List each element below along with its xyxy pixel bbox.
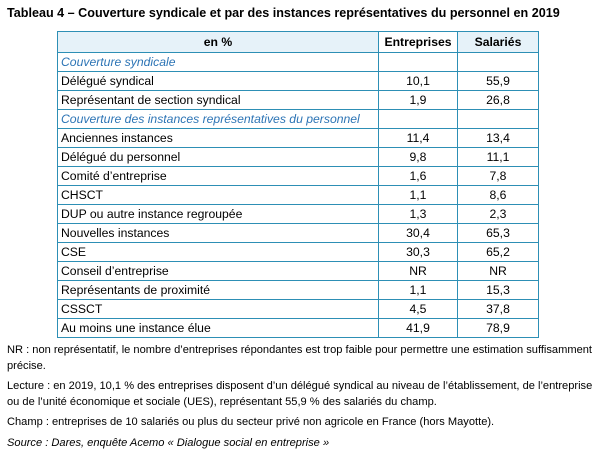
table-row [58,91,539,110]
row-label: CSSCT [58,300,379,319]
table-notes [7,343,597,456]
salaries-value: 15,3 [458,281,539,300]
table-row [58,186,539,205]
salaries-value: 7,8 [458,167,539,186]
entreprises-value: 1,9 [379,91,458,110]
salaries-value: 11,1 [458,148,539,167]
entreprises-value: 1,6 [379,167,458,186]
section-label: Couverture syndicale [58,53,379,72]
section-label: Couverture des instances représentatives du personnel [58,110,379,129]
row-label: Représentant de section syndical [58,91,379,110]
entreprises-value: 1,1 [379,186,458,205]
table-row [58,319,539,338]
nr-note: NR : non représentatif, le nombre d’entreprises répondantes est trop faible pour permettre une estimation suffisamment précise. [7,344,592,372]
row-label: CHSCT [58,186,379,205]
table-title: Tableau 4 – Couverture syndicale et par des instances représentatives du personnel en 2019 [7,6,560,20]
salaries-value: 78,9 [458,319,539,338]
data-table [57,31,539,338]
row-label: CSE [58,243,379,262]
entreprises-value: 4,5 [379,300,458,319]
row-label: Au moins une instance élue [58,319,379,338]
header-entreprises: Entreprises [379,32,458,53]
entreprises-value: 1,1 [379,281,458,300]
table-cell [458,53,539,72]
table-row [58,243,539,262]
salaries-value: 55,9 [458,72,539,91]
salaries-value: 26,8 [458,91,539,110]
entreprises-value: 30,3 [379,243,458,262]
entreprises-value: 9,8 [379,148,458,167]
entreprises-value: 30,4 [379,224,458,243]
section-row [58,53,539,72]
salaries-value: 65,2 [458,243,539,262]
entreprises-value: 1,3 [379,205,458,224]
table-row [58,300,539,319]
row-label: Délégué du personnel [58,148,379,167]
table-row [58,205,539,224]
section-row [58,110,539,129]
entreprises-value: 41,9 [379,319,458,338]
table-row [58,167,539,186]
header-unit: en % [58,32,379,53]
header-salaries: Salariés [458,32,539,53]
row-label: Délégué syndical [58,72,379,91]
table-row [58,262,539,281]
table-cell [379,110,458,129]
row-label: Conseil d’entreprise [58,262,379,281]
lecture-note: Lecture : en 2019, 10,1 % des entreprises disposent d’un délégué syndical au niveau de l’établissement, de l’entreprise ou de l’unité économique et sociale (UES), représentant 55,9 % des salariés du champ. [7,380,593,408]
table-row [58,148,539,167]
table-cell [379,53,458,72]
source-note: Source : Dares, enquête Acemo « Dialogue social en entreprise » [7,436,330,449]
salaries-value: 8,6 [458,186,539,205]
salaries-value: 13,4 [458,129,539,148]
champ-note: Champ : entreprises de 10 salariés ou plus du secteur privé non agricole en France (hors Mayotte). [7,416,495,428]
row-label: Représentants de proximité [58,281,379,300]
row-label: DUP ou autre instance regroupée [58,205,379,224]
row-label: Anciennes instances [58,129,379,148]
salaries-value: 65,3 [458,224,539,243]
table-header-row [58,32,539,53]
salaries-value: 2,3 [458,205,539,224]
salaries-value: 37,8 [458,300,539,319]
salaries-value: NR [458,262,539,281]
table-cell [458,110,539,129]
table-row [58,281,539,300]
entreprises-value: 10,1 [379,72,458,91]
row-label: Nouvelles instances [58,224,379,243]
entreprises-value: 11,4 [379,129,458,148]
entreprises-value: NR [379,262,458,281]
table-row [58,224,539,243]
table-row [58,72,539,91]
row-label: Comité d’entreprise [58,167,379,186]
table-row [58,129,539,148]
